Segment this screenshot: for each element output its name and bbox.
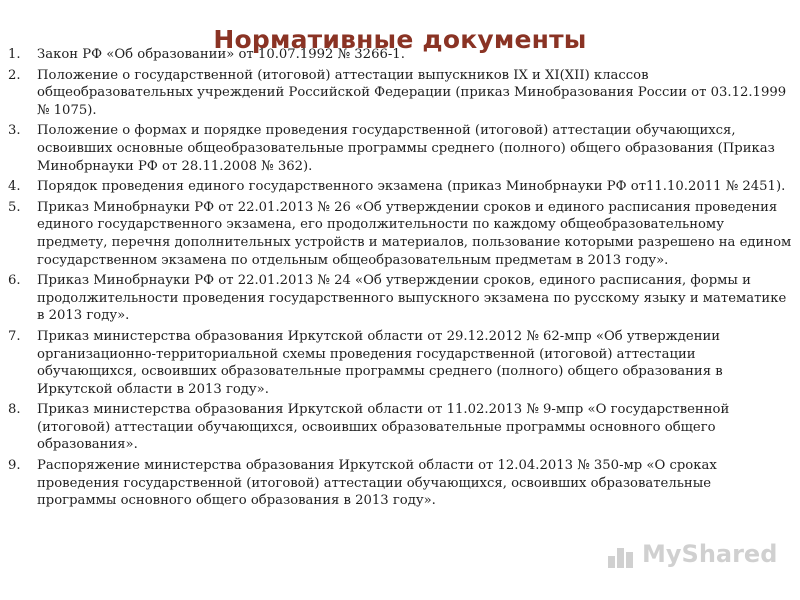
document-item [8,272,792,325]
document-item [8,46,792,64]
watermark-text: MyShared [642,540,778,568]
document-item [8,178,792,196]
document-number: 9. [8,458,21,474]
page-title: Нормативные документы [213,24,587,54]
watermark [606,536,786,576]
document-item [8,199,792,269]
document-text: Приказ Минобрнауки РФ от 22.01.2013 № 26 «Об утверждении сроков и единого расписания проведения единого государственного экзамена, его продолжительности по каждому общеобразовательному предмету, перечня дополнительных устройств и материалов, пользование которыми разрешено на едином государственном экзамена по отдельным общеобразовательным предметам в 2013 году». [37,199,792,268]
document-number: 8. [8,402,21,418]
document-text: Положение о государственной (итоговой) аттестации выпускников IX и XI(XII) классов общеобразовательных учреждений Российской Федерации (приказ Минобразования России от 03.12.1999 № 1075). [37,67,787,118]
document-number: 7. [8,328,21,344]
document-number: 6. [8,273,21,289]
document-item [8,328,792,398]
document-text: Приказ Минобрнауки РФ от 22.01.2013 № 24 «Об утверждении сроков, единого расписания, формы и продолжительности проведения государственного выпускного экзамена по русскому языку и математике в 2013 году». [37,273,787,324]
document-number: 1. [8,47,21,62]
document-text: Порядок проведения единого государственного экзамена (приказ Минобрнауки РФ от11.10.2011 № 2451). [37,179,786,195]
document-text: Положение о формах и порядке проведения государственной (итоговой) аттестации обучающихся, освоивших основные общеобразовательные программы среднего (полного) общего образования (Приказ Минобрнауки РФ от 28.11.2008 № 362). [37,123,775,174]
documents-list [8,46,792,513]
document-item [8,457,792,510]
document-item [8,67,792,120]
document-number: 5. [8,199,21,215]
document-number: 2. [8,67,21,83]
document-item [8,122,792,175]
document-number: 3. [8,123,21,139]
document-text: Распоряжение министерства образования Иркутской области от 12.04.2013 № 350-мр «О сроках проведения государственной (итоговой) аттестации обучающихся, освоивших образовательные программы основного общего образования в 2013 году». [37,458,717,509]
document-text: Приказ министерства образования Иркутской области от 11.02.2013 № 9-мпр «О государственной (итоговой) аттестации обучающихся, освоивших образовательные программы основного общего образования». [37,402,730,453]
chart-podium-icon [606,542,636,570]
document-number: 4. [8,179,21,195]
document-item [8,401,792,454]
document-text: Приказ министерства образования Иркутской области от 29.12.2012 № 62-мпр «Об утверждении организационно-территориальной схемы проведения государственной (итоговой) аттестации обучающихся, освоивших образовательные программы среднего (полного) общего образования в Иркутской области в 2013 году». [37,328,723,397]
document-text: Закон РФ «Об образовании» от 10.07.1992 № 3266-1. [37,47,405,62]
